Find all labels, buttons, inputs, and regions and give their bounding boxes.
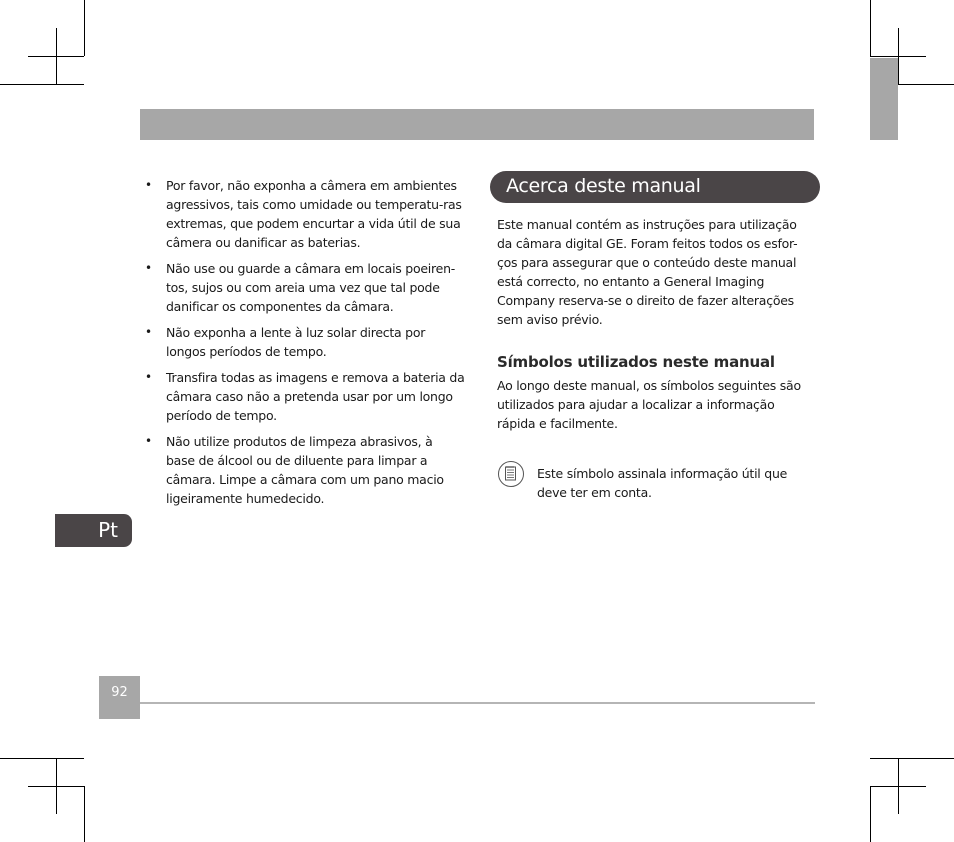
precautions-list — [145, 176, 465, 508]
header-band — [140, 109, 814, 140]
crop-mark — [84, 0, 85, 56]
crop-mark — [870, 758, 954, 759]
crop-mark — [870, 56, 926, 57]
list-item-text: Por favor, não exponha a câmera em ambientes agressivos, tais como umidade ou temperatu-ras extremas, que podem encurtar a vida útil de sua câmera ou danificar as baterias. — [166, 178, 462, 250]
crop-mark — [870, 786, 871, 842]
bullet-icon: • — [145, 434, 152, 448]
page-number: 92 — [111, 685, 128, 700]
symbols-paragraph: Ao longo deste manual, os símbolos seguintes são utilizados para ajudar a localizar a informação rápida e facilmente. — [497, 378, 801, 431]
page-number-box — [99, 676, 140, 719]
right-column — [497, 215, 807, 433]
crop-mark — [28, 786, 84, 787]
crop-mark — [0, 84, 84, 85]
crop-mark — [84, 786, 85, 842]
side-tab — [870, 58, 898, 140]
language-tab — [55, 514, 132, 547]
section-header — [490, 171, 820, 203]
crop-mark — [28, 56, 84, 57]
bullet-icon: • — [145, 261, 152, 275]
left-column — [145, 176, 465, 515]
list-item — [145, 432, 465, 508]
note-pad-icon — [498, 461, 524, 487]
crop-mark — [870, 0, 871, 56]
list-item — [145, 259, 465, 316]
bullet-icon: • — [145, 178, 152, 192]
footer-rule — [140, 702, 815, 704]
note-text: Este símbolo assinala informação útil que deve ter em conta. — [537, 466, 788, 500]
list-item-text: Não utilize produtos de limpeza abrasivos, à base de álcool ou de diluente para limpar a câmara. Limpe a câmara com um pano macio ligeiramente humedecido. — [166, 434, 444, 506]
list-item — [145, 176, 465, 252]
subheading: Símbolos utilizados neste manual — [497, 353, 775, 371]
language-label: Pt — [98, 518, 118, 542]
list-item-text: Transfira todas as imagens e remova a bateria da câmara caso não a pretenda usar por um longo período de tempo. — [166, 370, 465, 423]
list-item-text: Não use ou guarde a câmara em locais poeiren-tos, sujos ou com areia uma vez que tal pode danificar os componentes da câmara. — [166, 261, 456, 314]
section-title: Acerca deste manual — [506, 175, 701, 197]
bullet-icon: • — [145, 370, 152, 384]
list-item — [145, 368, 465, 425]
list-item — [145, 323, 465, 361]
intro-paragraph: Este manual contém as instruções para utilização da câmara digital GE. Foram feitos todos os esfor-ços para assegurar que o conteúdo deste manual está correcto, no entanto a General Imaging Company reserva-se o direito de fazer alterações sem aviso prévio. — [497, 217, 798, 327]
list-item-text: Não exponha a lente à luz solar directa por longos períodos de tempo. — [166, 325, 426, 359]
bullet-icon: • — [145, 325, 152, 339]
crop-mark — [870, 786, 926, 787]
crop-mark — [0, 758, 84, 759]
